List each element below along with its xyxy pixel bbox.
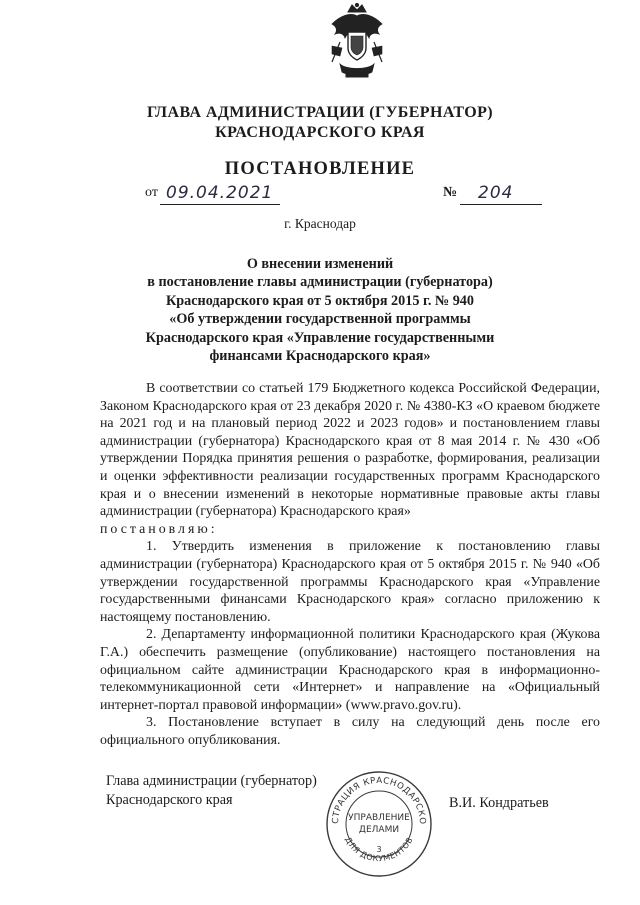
city: г. Краснодар [284,216,356,231]
stamp-center-line1: УПРАВЛЕНИЕ [348,813,410,823]
subject-line: Краснодарского края «Управление государственными [145,329,495,346]
subject-line: финансами Краснодарского края» [209,348,431,365]
issuer-title-line2: КРАСНОДАРСКОГО КРАЯ [215,124,425,141]
subject-line: О внесении изменений [246,256,394,272]
issuer-title-line1: ГЛАВА АДМИНИСТРАЦИИ (ГУБЕРНАТОР) [147,104,493,121]
decree-word: постановляю: [100,521,218,537]
preamble: В соответствии со статьей 179 Бюджетного кодекса Российской Федерации, Законом Краснодарского края от 23 декабря 2020 г. № 4380-КЗ «О краевом бюджете на 2021 год и на плановый период 2022 и 2023 годов» и постановлением главы администрации (губернатора) Краснодарского края от 8 мая 2014 г. № 430 «Об утверждении Порядка принятия решения о разработке, формирования, реализации и оценки эффективности реализации государственных программ Краснодарского края и о внесении изменений в некоторые нормативные правовые акты главы администрации (губернатора) Краснодарского края» [100,381,600,520]
signatory-position [106,772,317,810]
coat-of-arms-icon [326,2,388,78]
signatory-position-line2: Краснодарского края [106,792,233,808]
item-1: 1. Утвердить изменения в приложение к постановлению главы администрации (губернатора) Краснодарского края от 5 октября 2015 г. № 940 «Об утверждении государственной программы Краснодарского края «Управление государственными финансами Краснодарского края» согласно приложению к настоящему постановлению. [100,539,600,625]
subject-line: «Об утверждении государственной программы [169,311,471,328]
document-body [100,380,600,749]
date-prefix: от [145,185,158,200]
signatory-position-line1: Глава администрации (губернатор) [106,773,317,789]
subject-line: в постановление главы администрации (губернатора) [147,274,493,291]
signatory-name: В.И. Кондратьев [449,795,549,811]
date-value: 09.04.2021 [166,183,274,203]
number-value: 204 [478,183,514,203]
stamp-outer-text: СТРАЦИЯ КРАСНОДАРСКО [330,775,428,826]
number-underline [460,204,542,205]
item-3: 3. Постановление вступает в силу на следующий день после его официального опубликования. [100,715,600,748]
date-underline [160,204,280,205]
stamp-number: 3 [376,845,382,854]
document-subject [60,255,580,365]
subject-line: Краснодарского края от 5 октября 2015 г. № 940 [165,292,474,309]
stamp-center-line2: ДЕЛАМИ [358,825,400,835]
number-prefix: № [443,185,458,200]
item-2: 2. Департаменту информационной политики Краснодарского края (Жукова Г.А.) обеспечить размещение (опубликование) настоящего постановления на официальном сайте администрации Краснодарского края в информационно-телекоммуникационной сети «Интернет» и направление на «Официальный интернет-портал правовой информации» (www.pravo.gov.ru). [100,627,600,713]
document-type: ПОСТАНОВЛЕНИЕ [224,159,416,179]
official-stamp [322,762,436,882]
stamp-bottom-text: ДЛЯ ДОКУМЕНТОВ [343,835,415,864]
